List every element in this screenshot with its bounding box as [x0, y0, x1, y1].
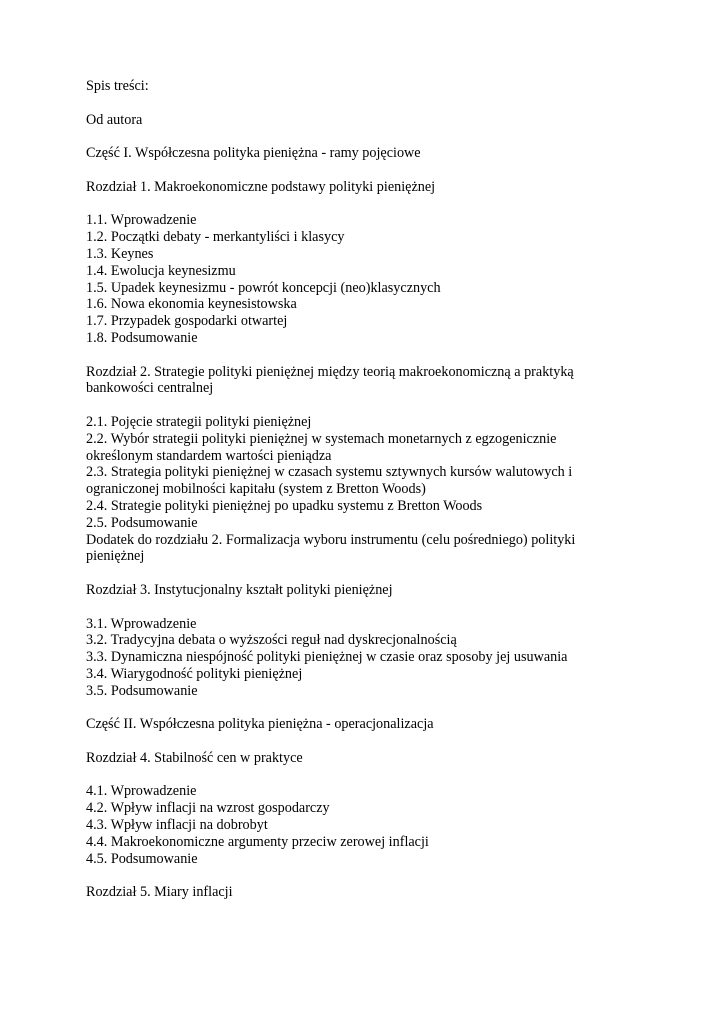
toc-part-2-title: Część II. Współczesna polityka pieniężna - operacjonalizacja	[86, 716, 434, 733]
toc-chapter-2-title	[86, 364, 696, 398]
toc-entry-od-autora: Od autora	[86, 111, 143, 128]
toc-section-2-4: 2.4. Strategie polityki pieniężnej po upadku systemu z Bretton Woods	[86, 497, 483, 514]
table-of-contents	[86, 78, 696, 901]
toc-section-4-4: 4.4. Makroekonomiczne argumenty przeciw zerowej inflacji	[86, 833, 429, 850]
toc-section-2-2-cont: określonym standardem wartości pieniądza	[86, 447, 332, 464]
toc-section-1-2: 1.2. Początki debaty - merkantyliści i klasycy	[86, 229, 345, 246]
toc-section-2-2: 2.2. Wybór strategii polityki pieniężnej w systemach monetarnych z egzogenicznie	[86, 430, 557, 447]
toc-section-1-4: 1.4. Ewolucja keynesizmu	[86, 262, 236, 279]
toc-section-1-8: 1.8. Podsumowanie	[86, 329, 198, 346]
toc-chapter-1-title: Rozdział 1. Makroekonomiczne podstawy polityki pieniężnej	[86, 178, 436, 195]
toc-section-4-2: 4.2. Wpływ inflacji na wzrost gospodarczy	[86, 800, 330, 817]
toc-section-2-5: 2.5. Podsumowanie	[86, 514, 198, 531]
toc-section-4-5: 4.5. Podsumowanie	[86, 850, 198, 867]
toc-section-1-3: 1.3. Keynes	[86, 245, 154, 262]
toc-chapter-2-sections	[86, 414, 696, 565]
toc-chapter-3-title: Rozdział 3. Instytucjonalny kształt polityki pieniężnej	[86, 581, 393, 598]
toc-section-2-1: 2.1. Pojęcie strategii polityki pieniężnej	[86, 413, 312, 430]
toc-section-2-3-cont: ograniczonej mobilności kapitału (system z Bretton Woods)	[86, 481, 426, 498]
toc-chapter-2-title-line-1: Rozdział 2. Strategie polityki pieniężnej między teorią makroekonomiczną a praktyką	[86, 363, 574, 380]
toc-section-3-2: 3.2. Tradycyjna debata o wyższości reguł nad dyskrecjonalnością	[86, 632, 457, 649]
toc-chapter-5-title: Rozdział 5. Miary inflacji	[86, 884, 233, 901]
toc-appendix-2-cont: pieniężnej	[86, 548, 145, 565]
toc-chapter-4-sections	[86, 783, 696, 867]
toc-section-3-4: 3.4. Wiarygodność polityki pieniężnej	[86, 665, 303, 682]
toc-chapter-2-title-line-2: bankowości centralnej	[86, 380, 214, 397]
toc-section-2-3: 2.3. Strategia polityki pieniężnej w czasach systemu sztywnych kursów walutowych i	[86, 464, 573, 481]
toc-section-3-1: 3.1. Wprowadzenie	[86, 615, 197, 632]
toc-section-1-1: 1.1. Wprowadzenie	[86, 212, 197, 229]
toc-chapter-1-sections	[86, 212, 696, 346]
toc-part-1-title: Część I. Współczesna polityka pieniężna - ramy pojęciowe	[86, 145, 421, 162]
toc-section-1-7: 1.7. Przypadek gospodarki otwartej	[86, 313, 288, 330]
toc-section-4-3: 4.3. Wpływ inflacji na dobrobyt	[86, 817, 268, 834]
toc-section-4-1: 4.1. Wprowadzenie	[86, 783, 197, 800]
toc-section-1-5: 1.5. Upadek keynesizmu - powrót koncepcji (neo)klasycznych	[86, 279, 441, 296]
toc-appendix-2: Dodatek do rozdziału 2. Formalizacja wyboru instrumentu (celu pośredniego) polityki	[86, 531, 576, 548]
toc-chapter-3-sections	[86, 616, 696, 700]
toc-section-3-5: 3.5. Podsumowanie	[86, 682, 198, 699]
toc-section-1-6: 1.6. Nowa ekonomia keynesistowska	[86, 296, 297, 313]
toc-heading: Spis treści:	[86, 78, 149, 94]
toc-chapter-4-title: Rozdział 4. Stabilność cen w praktyce	[86, 749, 303, 766]
toc-section-3-3: 3.3. Dynamiczna niespójność polityki pieniężnej w czasie oraz sposoby jej usuwania	[86, 649, 568, 666]
